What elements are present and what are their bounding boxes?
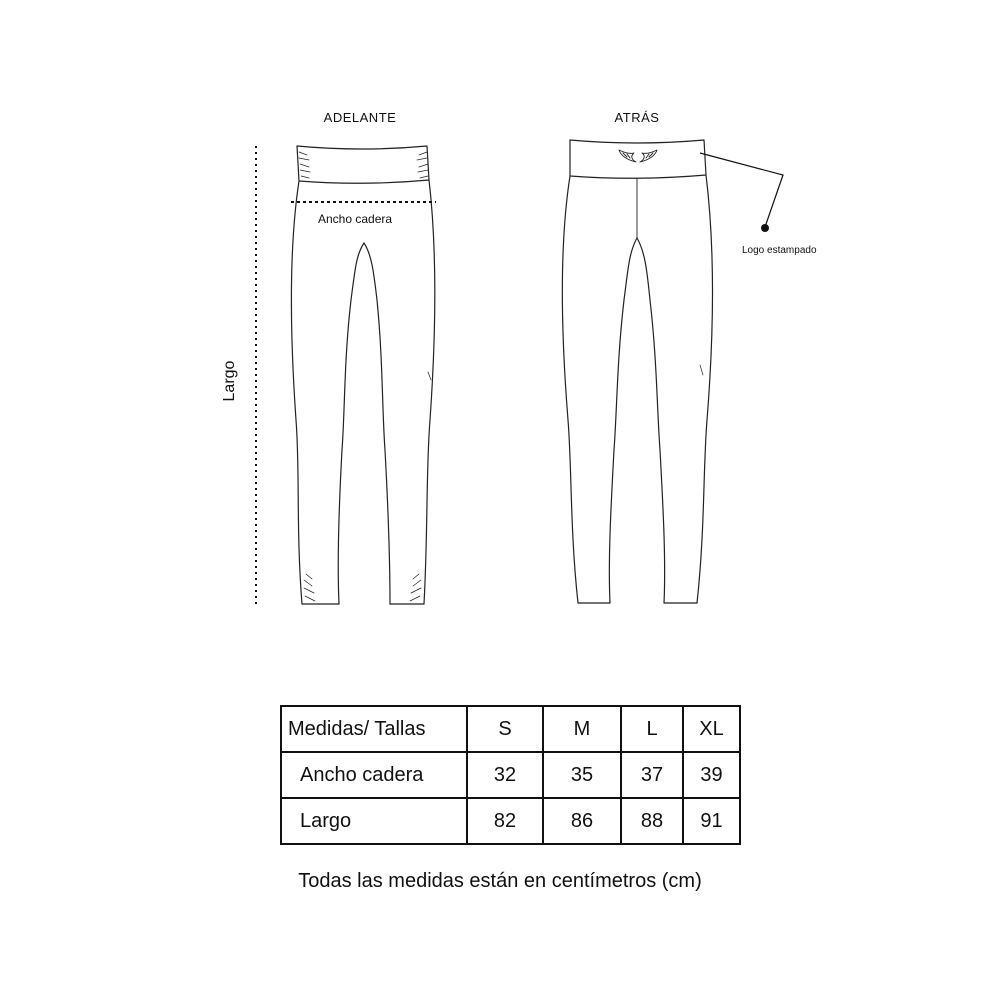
front-view-label: ADELANTE — [323, 110, 397, 125]
printed-logo-label: Logo estampado — [742, 245, 817, 256]
size-table-header-row — [281, 706, 740, 752]
size-table-header-label: Medidas/ Tallas — [281, 706, 467, 752]
table-cell: 35 — [543, 752, 621, 798]
row-label-hip-width: Ancho cadera — [281, 752, 467, 798]
size-table — [280, 705, 741, 845]
wings-logo-icon — [619, 150, 657, 162]
table-cell: 39 — [683, 752, 740, 798]
table-cell: 37 — [621, 752, 683, 798]
table-row — [281, 752, 740, 798]
measurement-footnote: Todas las medidas están en centímetros (cm) — [298, 870, 702, 892]
logo-leader-line — [700, 153, 783, 232]
table-row — [281, 798, 740, 844]
table-cell: 82 — [467, 798, 543, 844]
size-m: M — [543, 706, 621, 752]
table-cell: 86 — [543, 798, 621, 844]
size-l: L — [621, 706, 683, 752]
back-view-label: ATRÁS — [614, 110, 660, 125]
table-cell: 91 — [683, 798, 740, 844]
size-xl: XL — [683, 706, 740, 752]
hip-width-label: Ancho cadera — [318, 212, 393, 226]
table-cell: 88 — [621, 798, 683, 844]
row-label-length: Largo — [281, 798, 467, 844]
table-cell: 32 — [467, 752, 543, 798]
back-leggings-outline — [428, 140, 713, 603]
size-s: S — [467, 706, 543, 752]
length-label: Largo — [221, 360, 238, 402]
